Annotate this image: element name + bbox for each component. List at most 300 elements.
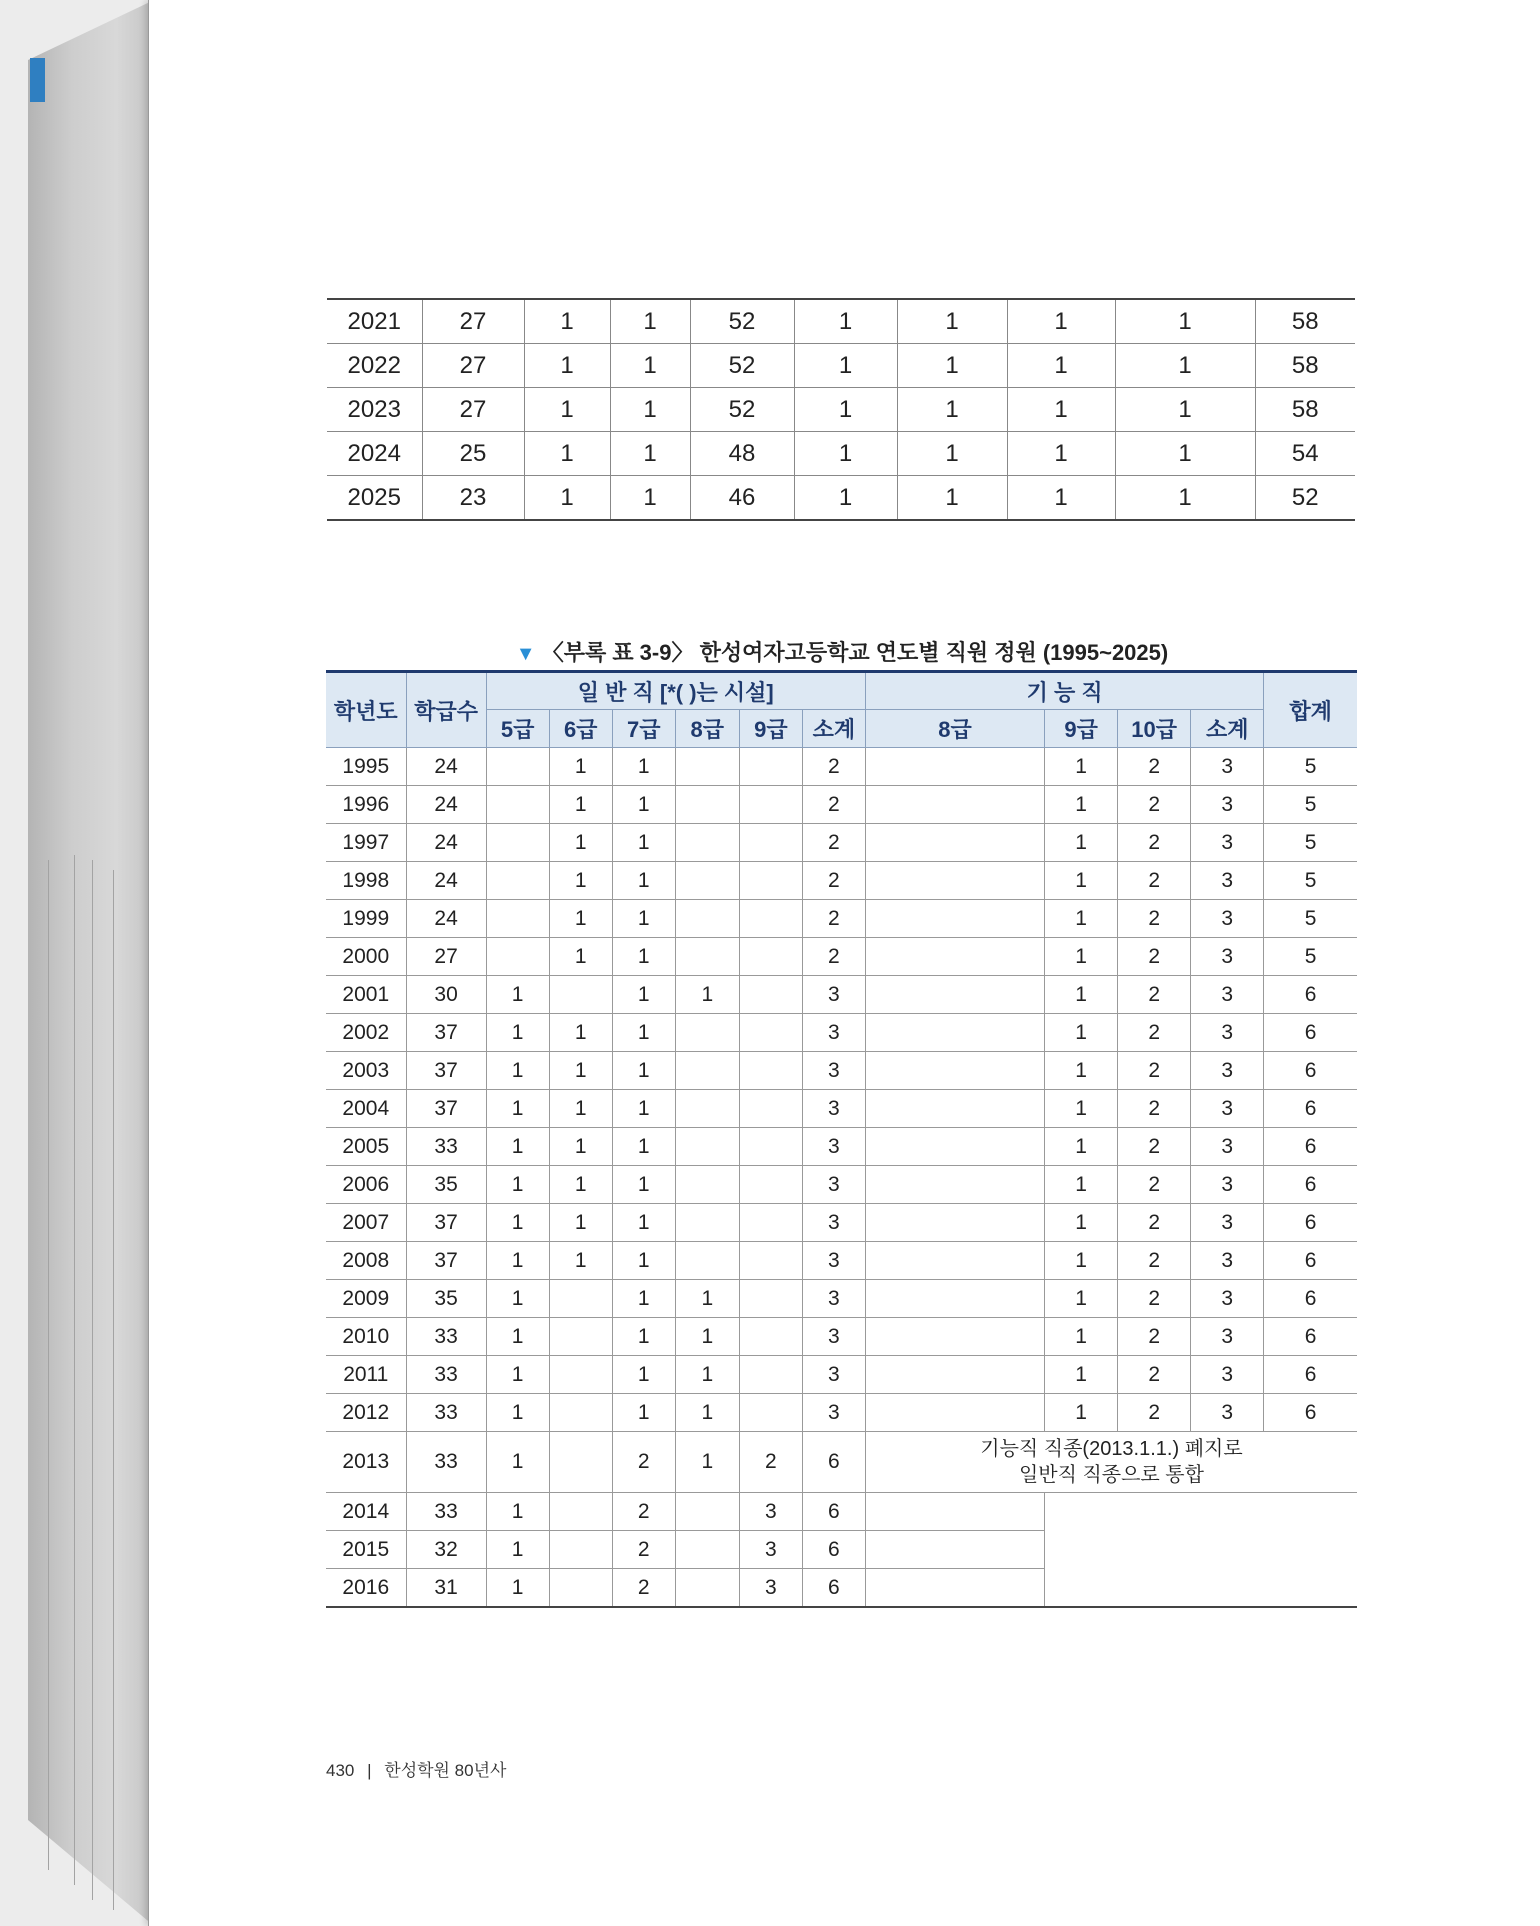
table-cell: 1996 — [326, 786, 406, 824]
table-cell: 1 — [612, 1128, 675, 1166]
table-cell: 1 — [612, 1318, 675, 1356]
table-cell: 1 — [486, 1394, 549, 1432]
table-cell: 1998 — [326, 862, 406, 900]
table-cell: 1 — [897, 344, 1007, 388]
table-cell: 1 — [486, 1280, 549, 1318]
table-caption — [327, 636, 1357, 667]
table-cell — [675, 1090, 739, 1128]
table-cell: 1 — [897, 432, 1007, 476]
table-cell: 3 — [1191, 748, 1264, 786]
table-cell — [865, 900, 1044, 938]
table-cell: 24 — [406, 900, 486, 938]
table-cell: 1 — [524, 432, 610, 476]
table-cell — [739, 938, 802, 976]
page-number: 430 — [326, 1761, 355, 1780]
table-cell: 3 — [802, 1052, 865, 1090]
table-cell: 2 — [1118, 1318, 1191, 1356]
table-cell: 1 — [675, 1432, 739, 1493]
table-cell: 1 — [1045, 1204, 1118, 1242]
table-cell: 1 — [1007, 432, 1115, 476]
merge-note-line: 기능직 직종(2013.1.1.) 폐지로 — [980, 1438, 1243, 1460]
triangle-marker-icon: ▼ — [515, 643, 536, 665]
table-cell: 1 — [1045, 824, 1118, 862]
table-cell: 3 — [802, 1356, 865, 1394]
table-cell — [675, 824, 739, 862]
table-cell: 2007 — [326, 1204, 406, 1242]
table-cell — [486, 900, 549, 938]
table-cell — [675, 938, 739, 976]
table-cell — [739, 1166, 802, 1204]
table-cell: 5 — [1264, 938, 1357, 976]
table-row — [326, 786, 1357, 824]
table-cell: 37 — [406, 1204, 486, 1242]
table-cell: 1 — [612, 1356, 675, 1394]
table-cell: 1 — [675, 1280, 739, 1318]
table-cell: 2 — [612, 1531, 675, 1569]
table-cell — [865, 1204, 1044, 1242]
table-cell: 3 — [1191, 824, 1264, 862]
table-cell: 2 — [1118, 1356, 1191, 1394]
table-cell: 1 — [486, 1356, 549, 1394]
table-cell: 3 — [1191, 1280, 1264, 1318]
table-cell: 1 — [486, 1166, 549, 1204]
header-total: 합계 — [1264, 672, 1357, 748]
table-cell: 1 — [612, 786, 675, 824]
table-cell — [549, 1493, 612, 1531]
table-cell: 1 — [1045, 900, 1118, 938]
table-cell — [739, 1014, 802, 1052]
header-general-grade: 8급 — [675, 710, 739, 748]
table-cell — [739, 1090, 802, 1128]
table-cell: 1 — [612, 976, 675, 1014]
table-cell — [675, 1569, 739, 1608]
table-cell: 52 — [690, 299, 794, 344]
table-cell: 1 — [549, 1090, 612, 1128]
table-cell — [865, 976, 1044, 1014]
table-cell: 6 — [802, 1569, 865, 1608]
table-cell: 1999 — [326, 900, 406, 938]
table-cell: 1 — [1045, 1242, 1118, 1280]
table-cell: 1 — [486, 1090, 549, 1128]
table-cell: 3 — [802, 1318, 865, 1356]
table-cell: 3 — [1191, 862, 1264, 900]
table-cell: 1 — [549, 748, 612, 786]
header-general-grade: 7급 — [612, 710, 675, 748]
table-row — [326, 1052, 1357, 1090]
table-cell: 2002 — [326, 1014, 406, 1052]
empty-cell — [865, 1493, 1044, 1531]
table-cell: 58 — [1255, 344, 1355, 388]
caption-text: 〈부록 표 3-9〉 한성여자고등학교 연도별 직원 정원 (1995~2025) — [541, 640, 1169, 665]
table-cell: 2021 — [347, 307, 401, 335]
table-cell — [739, 1318, 802, 1356]
table-cell: 2 — [612, 1569, 675, 1608]
table-cell: 1 — [1045, 1128, 1118, 1166]
table-cell: 1 — [524, 388, 610, 432]
table-cell — [739, 1280, 802, 1318]
table-cell: 58 — [1255, 388, 1355, 432]
table-cell: 1 — [549, 1166, 612, 1204]
table-cell: 1 — [549, 862, 612, 900]
header-general-grade: 9급 — [739, 710, 802, 748]
table-cell: 6 — [802, 1432, 865, 1493]
table-cell: 3 — [739, 1493, 802, 1531]
table-cell: 6 — [1264, 1052, 1357, 1090]
table-row — [326, 1394, 1357, 1432]
table-cell: 1995 — [326, 748, 406, 786]
table-cell: 6 — [1264, 1128, 1357, 1166]
table-cell — [865, 748, 1044, 786]
table-cell: 1 — [897, 299, 1007, 344]
table-cell: 1 — [1045, 1166, 1118, 1204]
table-cell: 1 — [1045, 1280, 1118, 1318]
table-row — [327, 299, 1355, 344]
table-cell: 1 — [1115, 344, 1255, 388]
table-cell: 1 — [549, 786, 612, 824]
table-cell: 2004 — [326, 1090, 406, 1128]
table-cell — [865, 1128, 1044, 1166]
page-edge-line — [48, 860, 49, 1870]
table-cell: 2 — [612, 1493, 675, 1531]
book-title: 한성학원 80년사 — [384, 1761, 507, 1780]
table-cell: 1 — [486, 1052, 549, 1090]
table-cell — [865, 1356, 1044, 1394]
table-cell: 6 — [1264, 1242, 1357, 1280]
table-cell — [549, 1318, 612, 1356]
table-row-2013 — [326, 1432, 1357, 1493]
table-cell — [739, 976, 802, 1014]
table-cell — [865, 1394, 1044, 1432]
table-cell: 1 — [549, 1014, 612, 1052]
table-cell: 1 — [1045, 1394, 1118, 1432]
header-year: 학년도 — [326, 672, 406, 748]
table-cell: 2003 — [326, 1052, 406, 1090]
table-cell: 37 — [406, 1014, 486, 1052]
table-cell — [739, 1394, 802, 1432]
table-row — [326, 748, 1357, 786]
table-cell — [865, 1318, 1044, 1356]
table-cell — [486, 938, 549, 976]
table-cell: 1 — [612, 1242, 675, 1280]
table-cell: 32 — [406, 1531, 486, 1569]
header-general-group: 일 반 직 [*( )는 시설] — [486, 672, 865, 710]
table-cell: 3 — [1191, 1090, 1264, 1128]
table-cell: 1 — [1115, 476, 1255, 521]
table-cell: 3 — [1191, 1166, 1264, 1204]
table-cell — [865, 1280, 1044, 1318]
table-row — [326, 1280, 1357, 1318]
table-cell: 3 — [739, 1531, 802, 1569]
table-cell: 1 — [897, 476, 1007, 521]
header-general-grade: 6급 — [549, 710, 612, 748]
table-cell: 1 — [486, 1128, 549, 1166]
table-cell: 2022 — [327, 344, 422, 388]
table-cell: 1 — [612, 824, 675, 862]
empty-cell — [865, 1531, 1044, 1569]
table-cell: 1 — [794, 388, 897, 432]
table-cell: 1 — [486, 1318, 549, 1356]
header-classes: 학급수 — [406, 672, 486, 748]
table-cell — [739, 1052, 802, 1090]
table-cell: 2 — [802, 938, 865, 976]
table-cell: 3 — [1191, 1128, 1264, 1166]
table-cell: 2 — [802, 900, 865, 938]
table-cell — [486, 748, 549, 786]
table-cell — [675, 1204, 739, 1242]
header-technical-grade: 9급 — [1045, 710, 1118, 748]
empty-cell — [865, 1569, 1044, 1608]
table-cell — [739, 1128, 802, 1166]
table-cell — [549, 976, 612, 1014]
table-cell — [675, 1128, 739, 1166]
table-cell: 52 — [690, 388, 794, 432]
table-cell — [739, 862, 802, 900]
table-cell: 1 — [794, 432, 897, 476]
table-cell: 1 — [486, 1432, 549, 1493]
table-cell: 3 — [1191, 1242, 1264, 1280]
table-cell: 1 — [486, 1493, 549, 1531]
table-cell: 5 — [1264, 824, 1357, 862]
table-cell: 1 — [549, 1204, 612, 1242]
table-cell: 2 — [1118, 1280, 1191, 1318]
table-cell: 2000 — [326, 938, 406, 976]
table-row — [326, 1204, 1357, 1242]
table-cell: 2 — [802, 824, 865, 862]
table-cell: 6 — [802, 1531, 865, 1569]
table-cell: 6 — [1264, 1204, 1357, 1242]
table-cell: 1 — [1045, 1052, 1118, 1090]
table-cell — [865, 862, 1044, 900]
table-cell: 1 — [549, 900, 612, 938]
page-edge-line — [74, 855, 75, 1885]
table-cell: 24 — [406, 786, 486, 824]
table-cell: 2 — [1118, 1052, 1191, 1090]
table-cell: 3 — [1191, 1014, 1264, 1052]
table-cell: 2023 — [327, 388, 422, 432]
table-cell: 1 — [1115, 299, 1255, 344]
table-cell: 1 — [897, 388, 1007, 432]
table-cell: 35 — [406, 1280, 486, 1318]
table-cell — [739, 748, 802, 786]
table-cell — [739, 1356, 802, 1394]
table-cell: 1 — [794, 476, 897, 521]
table-cell: 1 — [612, 1166, 675, 1204]
table-cell: 3 — [1191, 1394, 1264, 1432]
table-cell — [865, 1090, 1044, 1128]
table-cell: 1 — [486, 1569, 549, 1608]
table-cell: 33 — [406, 1493, 486, 1531]
table-cell: 5 — [1264, 862, 1357, 900]
table-cell — [675, 786, 739, 824]
table-cell: 54 — [1255, 432, 1355, 476]
table-cell — [549, 1280, 612, 1318]
table-cell: 3 — [802, 1128, 865, 1166]
table-cell: 24 — [406, 824, 486, 862]
table-cell: 2009 — [326, 1280, 406, 1318]
table-cell: 6 — [1264, 1166, 1357, 1204]
table-cell: 24 — [406, 748, 486, 786]
table-cell: 52 — [690, 344, 794, 388]
table-cell: 33 — [406, 1356, 486, 1394]
footer-separator: | — [367, 1761, 372, 1780]
table-cell: 1 — [612, 1090, 675, 1128]
table-cell: 2 — [1118, 862, 1191, 900]
table-cell: 3 — [802, 1394, 865, 1432]
table-cell: 6 — [1264, 1394, 1357, 1432]
table-row — [327, 476, 1355, 521]
table-cell: 1 — [524, 344, 610, 388]
table-cell: 2 — [1118, 786, 1191, 824]
table-cell: 3 — [1191, 786, 1264, 824]
table-cell: 24 — [406, 862, 486, 900]
table-cell — [675, 748, 739, 786]
table-cell: 3 — [1191, 1356, 1264, 1394]
table-cell: 2 — [1118, 1014, 1191, 1052]
table-cell: 2 — [1118, 1204, 1191, 1242]
table-cell — [739, 824, 802, 862]
table-cell: 2013 — [326, 1432, 406, 1493]
table-cell: 1 — [549, 1242, 612, 1280]
table-row — [326, 900, 1357, 938]
table-cell: 27 — [422, 388, 524, 432]
table-cell: 33 — [406, 1394, 486, 1432]
table-cell: 5 — [1264, 786, 1357, 824]
table-cell: 1 — [524, 476, 610, 521]
table-cell — [675, 1242, 739, 1280]
table-cell — [675, 1014, 739, 1052]
table-cell: 2 — [1118, 748, 1191, 786]
table-cell: 1 — [610, 432, 690, 476]
table-cell: 58 — [1255, 299, 1355, 344]
table-cell: 23 — [422, 476, 524, 521]
bookmark-tab — [30, 58, 45, 102]
document-page — [148, 0, 1540, 1926]
table-cell: 1 — [610, 476, 690, 521]
table-cell: 48 — [690, 432, 794, 476]
header-technical-grade: 8급 — [865, 710, 1044, 748]
table-cell: 1 — [612, 748, 675, 786]
table-cell: 1 — [1007, 476, 1115, 521]
table-cell: 1 — [612, 1204, 675, 1242]
page-footer — [326, 1756, 506, 1781]
table-cell: 37 — [406, 1242, 486, 1280]
table-cell: 3 — [802, 1242, 865, 1280]
table-cell: 1 — [486, 976, 549, 1014]
staff-quota-table — [326, 670, 1357, 1608]
table-cell: 3 — [1191, 1052, 1264, 1090]
table-row — [326, 1356, 1357, 1394]
staff-table-continuation — [327, 298, 1355, 521]
table-row — [326, 1128, 1357, 1166]
table-cell: 3 — [1191, 1204, 1264, 1242]
header-technical-subtotal: 소계 — [1191, 710, 1264, 748]
table-cell: 1 — [486, 1531, 549, 1569]
table-cell — [865, 1166, 1044, 1204]
table-cell: 3 — [1191, 938, 1264, 976]
table-cell — [675, 1166, 739, 1204]
table-cell: 27 — [422, 344, 524, 388]
table-cell: 27 — [406, 938, 486, 976]
table-cell: 3 — [1191, 1318, 1264, 1356]
table-cell: 2008 — [326, 1242, 406, 1280]
table-cell: 1 — [1045, 748, 1118, 786]
table-cell: 2010 — [326, 1318, 406, 1356]
table-cell: 1 — [612, 938, 675, 976]
table-cell: 3 — [802, 1014, 865, 1052]
table-cell — [486, 824, 549, 862]
table-cell — [486, 786, 549, 824]
table-cell: 1 — [612, 1052, 675, 1090]
table-cell: 2006 — [326, 1166, 406, 1204]
table-cell: 2 — [1118, 900, 1191, 938]
table-cell: 46 — [690, 476, 794, 521]
table-cell: 2 — [739, 1432, 802, 1493]
table-row — [326, 1242, 1357, 1280]
page-edge-line — [113, 870, 114, 1910]
header-general-subtotal: 소계 — [802, 710, 865, 748]
table-cell: 1 — [1115, 432, 1255, 476]
table-cell: 52 — [1255, 476, 1355, 521]
table-cell: 2 — [1118, 976, 1191, 1014]
table-row — [326, 1090, 1357, 1128]
table-cell: 1 — [1045, 1090, 1118, 1128]
table-cell: 1 — [1045, 1318, 1118, 1356]
table-cell: 25 — [422, 432, 524, 476]
table-cell: 1997 — [326, 824, 406, 862]
table-cell: 3 — [802, 1166, 865, 1204]
table-cell — [675, 900, 739, 938]
table-cell — [549, 1394, 612, 1432]
table-cell: 37 — [406, 1052, 486, 1090]
table-cell: 1 — [675, 1394, 739, 1432]
table-cell — [739, 900, 802, 938]
table-cell: 6 — [1264, 1280, 1357, 1318]
page-edge-line — [92, 860, 93, 1900]
table-cell: 1 — [610, 388, 690, 432]
table-row — [327, 344, 1355, 388]
table-cell: 3 — [802, 1280, 865, 1318]
table-cell — [675, 1493, 739, 1531]
merge-note-cell — [865, 1432, 1357, 1493]
table-cell: 1 — [794, 344, 897, 388]
table-cell: 1 — [610, 299, 690, 344]
table-cell: 1 — [486, 1204, 549, 1242]
table-row — [326, 1318, 1357, 1356]
table-cell — [549, 1432, 612, 1493]
table-cell: 1 — [1045, 786, 1118, 824]
table-row — [327, 388, 1355, 432]
table-cell: 1 — [1007, 388, 1115, 432]
table-cell — [865, 1052, 1044, 1090]
table-cell: 33 — [406, 1318, 486, 1356]
merge-note-line: 일반직 직종으로 통합 — [1018, 1464, 1204, 1486]
table-cell — [549, 1356, 612, 1394]
book-page-edges — [28, 0, 154, 1926]
table-cell: 2025 — [327, 476, 422, 521]
header-technical-group: 기 능 직 — [865, 672, 1263, 710]
table-cell — [865, 1242, 1044, 1280]
table-cell: 1 — [549, 1128, 612, 1166]
table-cell: 2 — [1118, 938, 1191, 976]
table-cell: 1 — [549, 1052, 612, 1090]
table-cell: 1 — [612, 862, 675, 900]
table-cell: 1 — [612, 1014, 675, 1052]
table-cell — [675, 1052, 739, 1090]
table-cell: 2 — [1118, 824, 1191, 862]
table-cell: 1 — [610, 344, 690, 388]
table-cell: 1 — [675, 1318, 739, 1356]
table-cell: 30 — [406, 976, 486, 1014]
